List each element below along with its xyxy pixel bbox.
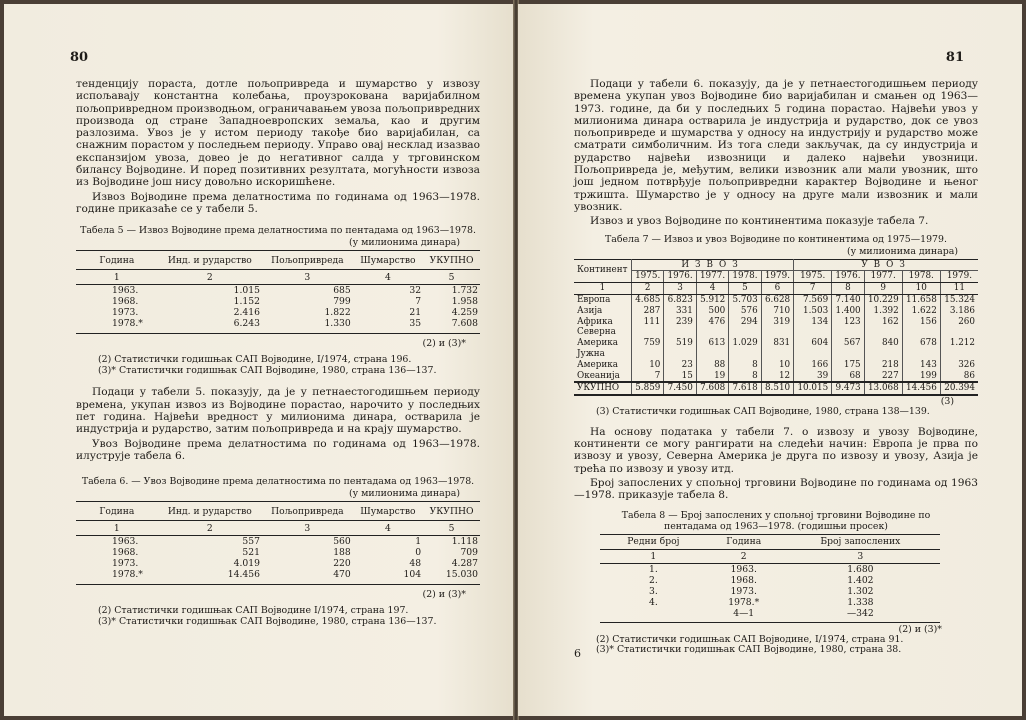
table-cell: 1.622: [902, 306, 940, 317]
table-cell: 4.287: [451, 558, 478, 570]
table-cell: 10.015: [794, 382, 832, 395]
table-cell: 35: [353, 318, 423, 334]
left-paragraph-3: Подаци у табели 5. показују, да је у петнаестогодишњем периоду времена, укупан извоз из Војводине порастао, нарочито у последњих пет година. Највећи вредност у милионима динара, остварила је индустрија и рударство, затим пољопривреда и на крају шумарство.: [76, 386, 480, 436]
table7-year: 1976.: [664, 271, 696, 283]
table-cell: 1973.: [112, 558, 139, 570]
table-cell: Америка: [574, 338, 631, 349]
table6-header: Шумарство: [353, 502, 423, 521]
table-cell: Европа: [574, 294, 631, 305]
right-page: [518, 4, 1022, 716]
table-cell: 7.450: [664, 382, 696, 395]
table5-note: (3)* Статистички годишњак САП Војводине, 1980, страна 136—137.: [98, 364, 437, 376]
table6-header: Година: [76, 502, 158, 521]
table-cell: [631, 327, 663, 338]
table-cell: 10.229: [864, 294, 902, 305]
table-row: [76, 318, 480, 334]
table-row: [76, 558, 480, 569]
table-cell: [729, 349, 761, 360]
table6-colnum: 1: [76, 521, 158, 536]
table-cell: Океанија: [574, 371, 631, 383]
table6-colnum: 5: [423, 521, 480, 536]
table-cell: 12: [761, 371, 793, 383]
table-cell: 759: [631, 338, 663, 349]
table-cell: 557: [242, 536, 260, 548]
table5-header: Година: [76, 251, 158, 270]
table-cell: 500: [696, 306, 728, 317]
table7-year: 1978.: [729, 271, 761, 283]
table-cell: [696, 327, 728, 338]
table-cell: 7.140: [832, 294, 864, 305]
table-cell: 156: [902, 317, 940, 328]
table-cell: 1.732: [451, 285, 478, 297]
table-cell: 1978.*: [76, 318, 158, 334]
table-cell: 21: [409, 307, 422, 319]
table5-caption: Табела 5 — Извоз Војводине према делатностима по пентадама од 1963—1978.: [80, 225, 476, 237]
table-cell: 220: [333, 558, 351, 570]
table-cell: 1.029: [729, 338, 761, 349]
table-row: [600, 597, 940, 608]
table-cell: 7: [415, 296, 422, 308]
table-cell: 1.392: [864, 306, 902, 317]
table8-colnum: 2: [707, 549, 781, 563]
table-cell: 9.473: [832, 382, 864, 395]
table-cell: 604: [794, 338, 832, 349]
table-cell: [600, 608, 707, 623]
table-cell: 162: [864, 317, 902, 328]
table7-ref: (3): [940, 396, 954, 408]
right-paragraph-3: На основу података у табели 7. о извозу и увозу Војводине, континенти се могу рангирати на следећи начин: Европа је прва по извозу и увозу, Северна Америка је друга по извозу и увозу, Азија је трећа по извозу и увозу итд.: [574, 425, 978, 475]
table-cell: —342: [781, 608, 940, 623]
table-5: [76, 250, 480, 334]
table-cell: Америка: [574, 360, 631, 371]
table7-header-export: ИЗВОЗ: [631, 259, 793, 271]
table-cell: 1.503: [794, 306, 832, 317]
table7-year: 1978.: [902, 271, 940, 283]
table-row: [76, 307, 480, 318]
table5-header: Пољопривреда: [262, 251, 353, 270]
table6-colnum: 2: [158, 521, 262, 536]
table-cell: [696, 349, 728, 360]
table-cell: 10: [631, 360, 663, 371]
table7-year: 1979.: [761, 271, 793, 283]
table-cell: [832, 327, 864, 338]
table-cell: 685: [333, 285, 351, 297]
table7-unit: (у милионима динара): [846, 245, 958, 257]
table-cell: [794, 349, 832, 360]
table-cell: 470: [262, 569, 353, 585]
table-cell: Африка: [574, 317, 631, 328]
table8-caption: Табела 8 — Број запослених у спољној трговини Војводине по пентадама од 1963—1978. (годишњи просек): [621, 509, 931, 532]
table-cell: 88: [696, 360, 728, 371]
table-cell: 1.338: [847, 596, 874, 608]
table6-header: УКУПНО: [423, 502, 480, 521]
table7-colnum: 8: [832, 283, 864, 295]
table-cell: 1978.*: [728, 596, 760, 608]
table-cell: 0: [415, 547, 422, 559]
table-cell: 1.212: [949, 338, 975, 349]
table-cell: 32: [409, 285, 422, 297]
table-cell: 4.259: [451, 307, 478, 319]
table-cell: 576: [729, 306, 761, 317]
table-cell: 175: [832, 360, 864, 371]
table5-colnum: 1: [76, 270, 158, 285]
table-cell: 1968.: [112, 296, 139, 308]
table-cell: 123: [832, 317, 864, 328]
table6-unit: (у милионима динара): [348, 488, 460, 500]
table-cell: 143: [902, 360, 940, 371]
table-cell: 8: [729, 360, 761, 371]
table-cell: 39: [794, 371, 832, 383]
table7-year: 1975.: [794, 271, 832, 283]
table-cell: [664, 327, 696, 338]
table-row: [76, 536, 480, 548]
table7-colnum: 10: [902, 283, 940, 295]
table7-colnum: 6: [761, 283, 793, 295]
table7-colnum: 5: [729, 283, 761, 295]
table-cell: 613: [696, 338, 728, 349]
table-cell: 1.015: [233, 285, 260, 297]
table7-caption: Табела 7 — Извоз и увоз Војводине по континентима од 1975—1979.: [605, 233, 947, 245]
table-cell: 2.416: [233, 307, 260, 319]
table-cell: 1963.: [112, 285, 139, 297]
table-cell: 1.400: [832, 306, 864, 317]
table-cell: 11.658: [902, 294, 940, 305]
table7-total-row: [574, 382, 978, 395]
table-row: [600, 575, 940, 586]
signature-mark: 6: [574, 647, 581, 660]
table7-year: 1975.: [631, 271, 663, 283]
table-row: [574, 371, 978, 383]
table-cell: 199: [902, 371, 940, 383]
table-cell: 319: [761, 317, 793, 328]
table-cell: [832, 349, 864, 360]
table6-colnum: 4: [353, 521, 423, 536]
table-cell: 7.618: [729, 382, 761, 395]
page-number-right: 81: [945, 50, 964, 65]
table-row: [76, 569, 480, 585]
table-cell: 166: [794, 360, 832, 371]
table-cell: 7.569: [794, 294, 832, 305]
table-cell: 14.456: [902, 382, 940, 395]
table-cell: 4.: [648, 596, 658, 608]
table-cell: 5.859: [631, 382, 663, 395]
table7-year: 1977.: [864, 271, 902, 283]
table-cell: 227: [864, 371, 902, 383]
table7-colnum: 9: [864, 283, 902, 295]
table-row: [600, 586, 940, 597]
table-cell: 3.186: [949, 305, 975, 316]
table-cell: 6.243: [158, 318, 262, 334]
table-row: [76, 296, 480, 307]
table6-caption: Табела 6. — Увоз Војводине према делатностима по пентадама од 1963—1978.: [81, 476, 475, 488]
table-cell: 476: [696, 317, 728, 328]
table7-note: (3) Статистички годишњак САП Војводине, 1980, страна 138—139.: [596, 406, 930, 418]
table-row: [574, 360, 978, 371]
table8-colnum: 3: [781, 549, 940, 563]
table7-colnum: 2: [631, 283, 663, 295]
table-cell: 7: [631, 371, 663, 383]
table-cell: 840: [864, 338, 902, 349]
table-row: [76, 285, 480, 297]
table-6: [76, 501, 480, 585]
left-column: [76, 78, 480, 627]
table-cell: 10: [761, 360, 793, 371]
table-cell: 19: [696, 371, 728, 383]
table-cell: 1.118: [451, 536, 478, 548]
table-cell: 111: [631, 317, 663, 328]
table-cell: 1.958: [451, 296, 478, 308]
right-paragraph-2: Извоз и увоз Војводине по континентима показује табела 7.: [590, 215, 929, 228]
table-cell: 5.912: [696, 294, 728, 305]
table-cell: 68: [832, 371, 864, 383]
table5-header: Инд. и рударство: [158, 251, 262, 270]
table-cell: [761, 349, 793, 360]
table7-header-import: УВОЗ: [794, 259, 978, 271]
table-cell: 218: [864, 360, 902, 371]
table-cell: 15: [664, 371, 696, 383]
table7-year: 1977.: [696, 271, 728, 283]
page-number-left: 80: [70, 50, 89, 65]
table-row: [574, 317, 978, 328]
table-cell: 4.019: [233, 558, 260, 570]
table7-year: 1976.: [832, 271, 864, 283]
table7-colnum: 1: [574, 283, 631, 295]
table-cell: 7.608: [696, 382, 728, 395]
table-cell: 5.703: [729, 294, 761, 305]
table-cell: [864, 349, 902, 360]
table-cell: 13.068: [864, 382, 902, 395]
table8-header: Број запослених: [781, 534, 940, 549]
table-cell: [940, 327, 978, 338]
table5-header: Шумарство: [353, 251, 423, 270]
table7-colnum: 3: [664, 283, 696, 295]
table-cell: 4.685: [631, 294, 663, 305]
right-paragraph-1: Подаци у табели 6. показују, да је у петнаестогодишњем периоду времена укупан увоз Војводине био варијабилан и смањен од 1963—1973. године, да би у последњих 5 година порастао. Највећи увоз у милионима динара остварила је индустрија и рударство, док се увоз пољопривреде и шумарства у односу на индустрију и рударство може сматрати симболичним. Из тога следи закључак, да су индустрија и рударство највећи извозници и далеко највећи увозници. Пољопривреда је, међутим, велики извозник али мали увозник, што још једном потврђује пољопривредни карактер Војводине и њеног тржишта. Шумарство је у односу на друге мали извозник и мали увозник.: [574, 78, 978, 213]
table-cell: 23: [664, 360, 696, 371]
table5-colnum: 4: [353, 270, 423, 285]
table-cell: 560: [333, 536, 351, 548]
table-cell: 294: [729, 317, 761, 328]
table7-year: 1979.: [940, 271, 978, 283]
table-cell: 6.823: [664, 294, 696, 305]
table-cell: 86: [963, 370, 975, 381]
left-paragraph-4: Увоз Војводине према делатностима по годинама од 1963—1978. илуструје табела 6.: [76, 437, 480, 462]
table-row: [574, 338, 978, 349]
table-cell: 48: [409, 558, 422, 570]
table5-colnum: 5: [423, 270, 480, 285]
table6-note: (2) Статистички годишњак САП Војводине I/1974, страна 197.: [98, 605, 409, 617]
table-cell: 239: [664, 317, 696, 328]
table5-header: УКУПНО: [423, 251, 480, 270]
table-row: [574, 306, 978, 317]
table7-colnum: 7: [794, 283, 832, 295]
table6-note: (3)* Статистички годишњак САП Војводине, 1980, страна 136—137.: [98, 615, 437, 627]
table-cell: 20.394: [940, 382, 978, 395]
table6-colnum: 3: [262, 521, 353, 536]
table-cell: УКУПНО: [574, 382, 631, 395]
table-cell: 326: [958, 359, 975, 370]
table-cell: Јужна: [574, 349, 631, 360]
table8-header: Редни број: [600, 534, 707, 549]
table-row: [574, 349, 978, 360]
table5-colnum: 2: [158, 270, 262, 285]
table-cell: 1973.: [730, 585, 757, 597]
table-cell: 331: [664, 306, 696, 317]
table5-refs: (2) и (3)*: [422, 338, 466, 350]
table7-colnum: 11: [940, 283, 978, 295]
table-cell: 134: [794, 317, 832, 328]
table7-colnum: 4: [696, 283, 728, 295]
table-cell: 1963.: [730, 563, 757, 575]
table7-header-continent: Континент: [574, 259, 631, 283]
table7-body: [574, 294, 978, 382]
table-cell: 15.324: [944, 294, 975, 305]
table-cell: 1.302: [847, 585, 874, 597]
table5-colnum: 3: [262, 270, 353, 285]
table6-refs: (2) и (3)*: [422, 589, 466, 601]
table-cell: 1: [415, 536, 422, 548]
table-cell: 567: [832, 338, 864, 349]
table-cell: 15.030: [423, 569, 480, 585]
table-cell: 1.822: [324, 307, 351, 319]
table5-unit: (у милионима динара): [348, 237, 460, 249]
table-cell: 4—1: [707, 608, 781, 623]
table-cell: [729, 327, 761, 338]
table8-colnum: 1: [600, 549, 707, 563]
table-cell: 1.330: [262, 318, 353, 334]
table-8: [600, 534, 940, 623]
right-column: [574, 78, 978, 656]
table-cell: 3.: [648, 585, 658, 597]
table-cell: 1.680: [847, 563, 874, 575]
table-cell: 188: [333, 547, 351, 559]
table8-refs: (2) и (3)*: [898, 623, 942, 635]
left-paragraph-1: тенденцију пораста, дотле пољопривреда и шумарство у извозу испољавају константна колебања, проузрокована варијабилном пољопривредном производњом, ограничавањем увоза пољопривредних производа од стране Западноевропских земаља, као и другим разлозима. Увоз је у истом периоду такође био варијабилан, са снажним порастом у последњем периоду. Управо овај несклад изазвао експанзијом увоза, довео је до негативног салда у трговинском билансу Војводине. И поред позитивних резултата, могућности извоза из Војводине још нису довољно искоришћене.: [76, 78, 480, 189]
table-cell: Северна: [574, 327, 631, 338]
table-cell: 799: [333, 296, 351, 308]
table-row: [600, 608, 940, 623]
table-cell: [761, 327, 793, 338]
table-cell: [794, 327, 832, 338]
table-cell: 710: [761, 306, 793, 317]
table-cell: 1978.*: [76, 569, 158, 585]
table-cell: 2.: [648, 574, 658, 586]
right-paragraph-4: Број запослених у спољној трговини Војводине по годинама од 1963—1978. приказује табела 8.: [574, 476, 978, 502]
table-cell: 519: [664, 338, 696, 349]
table-cell: 521: [242, 547, 260, 559]
table-cell: [631, 349, 663, 360]
table-cell: 1968.: [730, 574, 757, 586]
left-paragraph-2: Извоз Војводине према делатностима по годинама од 1963—1978. године приказаће се у табели 5.: [76, 190, 480, 215]
table-cell: 287: [631, 306, 663, 317]
table-cell: 8.510: [761, 382, 793, 395]
table-cell: 7.608: [423, 318, 480, 334]
table-cell: 1973.: [112, 307, 139, 319]
table-cell: 1968.: [112, 547, 139, 559]
table-cell: [664, 349, 696, 360]
table5-note: (2) Статистички годишњак САП Војводине, I/1974, страна 196.: [98, 354, 412, 366]
table-cell: 14.456: [158, 569, 262, 585]
table-cell: [902, 327, 940, 338]
table-cell: 709: [460, 547, 478, 559]
table-cell: 104: [353, 569, 423, 585]
table-cell: 1.: [648, 563, 658, 575]
table-cell: [902, 349, 940, 360]
table-cell: 831: [761, 338, 793, 349]
table-cell: 8: [729, 371, 761, 383]
table8-note: (3)* Статистички годишњак САП Војводине, 1980, страна 38.: [596, 644, 902, 656]
table8-header: Година: [707, 534, 781, 549]
table-cell: 1.402: [847, 574, 874, 586]
table-cell: 1963.: [112, 536, 139, 548]
table6-header: Пољопривреда: [262, 502, 353, 521]
table-7: [574, 259, 978, 397]
table-row: [574, 294, 978, 305]
table-cell: Азија: [574, 306, 631, 317]
table-cell: [940, 349, 978, 360]
table-cell: 260: [958, 316, 975, 327]
table6-header: Инд. и рударство: [158, 502, 262, 521]
table-cell: [864, 327, 902, 338]
table-cell: 6.628: [761, 294, 793, 305]
left-page: [4, 4, 514, 716]
table-row: [600, 563, 940, 575]
table8-note: (2) Статистички годишњак САП Војводине, I/1974, страна 91.: [596, 633, 904, 645]
table-row: [76, 547, 480, 558]
table-cell: 1.152: [233, 296, 260, 308]
table-row: [574, 327, 978, 338]
table-cell: 678: [902, 338, 940, 349]
